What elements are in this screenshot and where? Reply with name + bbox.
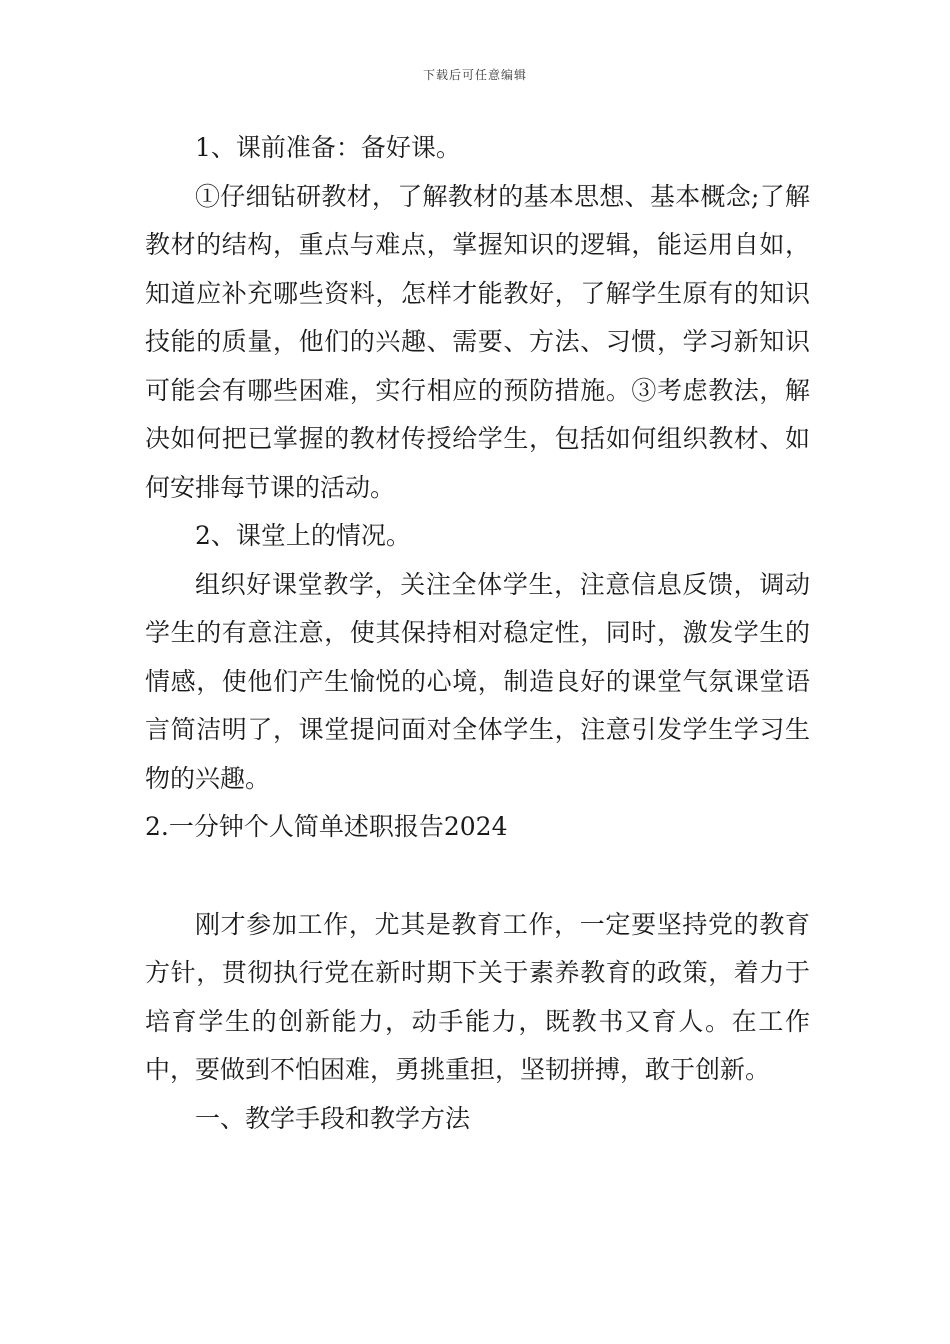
- section-title: 2.一分钟个人简单述职报告2024: [145, 812, 508, 841]
- paragraph-study-materials: ①仔细钻研教材，了解教材的基本思想、基本概念;了解教材的结构，重点与难点，掌握知识的逻辑，能运用自如，知道应补充哪些资料，怎样才能教好，了解学生原有的知识技能的质量，他们的兴趣、需要、方法、习惯，学习新知识可能会有哪些困难，实行相应的预防措施。③考虑教法，解决如何把已掌握的教材传授给学生，包括如何组织教材、如何安排每节课的活动。: [145, 181, 810, 502]
- document-body: [145, 124, 810, 1143]
- paragraph-classroom-situation: 2、课堂上的情况。: [195, 521, 411, 550]
- header-note: 下载后可任意编辑: [422, 68, 527, 82]
- blank-line: [145, 852, 810, 901]
- paragraph-classroom-teaching: 组织好课堂教学，关注全体学生，注意信息反馈，调动学生的有意注意，使其保持相对稳定性，同时，激发学生的情感，使他们产生愉悦的心境，制造良好的课堂气氛课堂语言简洁明了，课堂提问面对全体学生，注意引发学生学习生物的兴趣。: [145, 569, 810, 793]
- paragraph-lesson-prep: 1、课前准备：备好课。: [195, 133, 461, 162]
- paragraph-teaching-methods-heading: 一、教学手段和教学方法: [195, 1103, 471, 1133]
- paragraph-education-work: 刚才参加工作，尤其是教育工作，一定要坚持党的教育方针，贯彻执行党在新时期下关于素养教育的政策，着力于培育学生的创新能力，动手能力，既教书又育人。在工作中，要做到不怕困难，勇挑重担，坚韧拼搏，敢于创新。: [145, 909, 810, 1084]
